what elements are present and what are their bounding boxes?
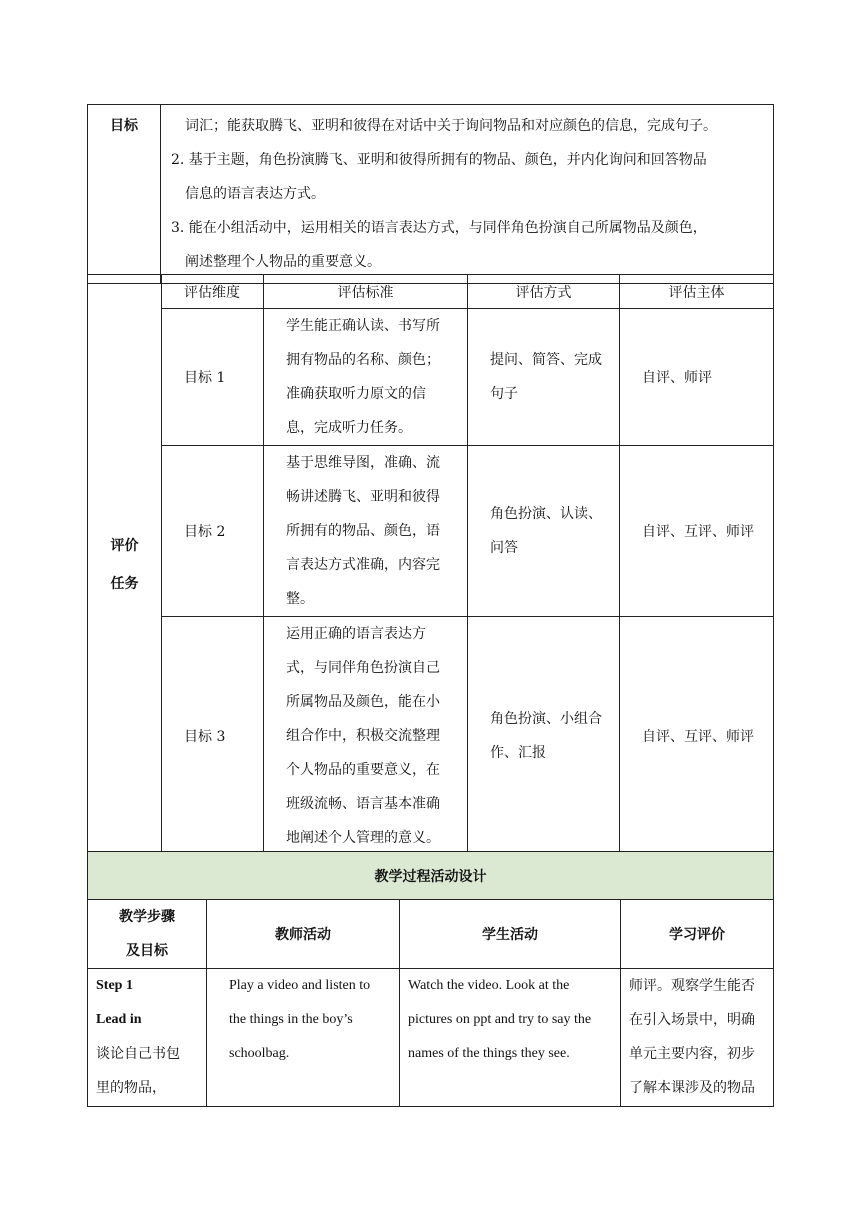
evaluation-label-line: 评价: [110, 538, 139, 554]
row-subject: 自评、互评、师评: [620, 446, 774, 617]
teacher-line: schoolbag.: [229, 1046, 290, 1061]
header-method: 评估方式: [468, 275, 620, 309]
step-cell: [88, 969, 207, 1107]
row-dimension: 目标 3: [162, 617, 264, 856]
standard-line: 组合作中，积极交流整理: [286, 728, 440, 744]
evaluation-row: [88, 617, 774, 856]
goal-table: [87, 104, 774, 284]
goal-line: 信息的语言表达方式。: [185, 186, 325, 202]
standard-line: 言表达方式准确，内容完: [286, 557, 440, 573]
header-dimension: 评估维度: [162, 275, 264, 309]
standard-line: 个人物品的重要意义，在: [286, 762, 440, 778]
assessment-line: 单元主要内容，初步: [629, 1046, 755, 1062]
method-line: 角色扮演、小组合: [490, 711, 602, 727]
standard-line: 息，完成听力任务。: [286, 420, 412, 436]
standard-line: 拥有物品的名称、颜色；: [286, 352, 440, 368]
standard-line: 所属物品及颜色，能在小: [286, 694, 440, 710]
goal-label: 目标: [88, 105, 161, 284]
student-line: names of the things they see.: [408, 1046, 570, 1061]
step-goal-line: 谈论自己书包: [96, 1046, 180, 1062]
header-student: 学生活动: [400, 900, 621, 969]
process-step-row: [88, 969, 774, 1107]
row-method: [468, 446, 620, 617]
standard-line: 整。: [286, 591, 314, 607]
row-standard: [264, 309, 468, 446]
header-step: [88, 900, 207, 969]
evaluation-table: [87, 274, 774, 856]
standard-line: 畅讲述腾飞、亚明和彼得: [286, 489, 440, 505]
row-method: [468, 309, 620, 446]
student-activity: [400, 969, 621, 1107]
goal-line: 2. 基于主题，角色扮演腾飞、亚明和彼得所拥有的物品、颜色，并内化询问和回答物品: [171, 152, 707, 168]
row-method: [468, 617, 620, 856]
process-table: [87, 851, 774, 1107]
evaluation-label: [88, 275, 162, 856]
standard-line: 运用正确的语言表达方: [286, 626, 426, 642]
row-dimension: 目标 2: [162, 446, 264, 617]
standard-line: 学生能正确认读、书写所: [286, 318, 440, 334]
method-line: 提问、简答、完成: [490, 352, 602, 368]
goal-line: 3. 能在小组活动中，运用相关的语言表达方式，与同伴角色扮演自己所属物品及颜色，: [171, 220, 707, 236]
assessment-line: 师评。观察学生能否: [629, 978, 755, 994]
process-title-row: [88, 852, 774, 900]
header-standard: 评估标准: [264, 275, 468, 309]
header-assessment: 学习评价: [621, 900, 774, 969]
standard-line: 所拥有的物品、颜色，语: [286, 523, 440, 539]
method-line: 角色扮演、认读、: [490, 506, 602, 522]
method-line: 作、汇报: [490, 745, 546, 761]
row-subject: 自评、师评: [620, 309, 774, 446]
goal-content: [161, 105, 774, 284]
method-line: 问答: [490, 540, 518, 556]
assessment-cell: [621, 969, 774, 1107]
process-header-row: [88, 900, 774, 969]
teacher-line: Play a video and listen to: [229, 978, 371, 993]
header-step-line: 教学步骤: [119, 909, 175, 925]
evaluation-header-row: [88, 275, 774, 309]
assessment-line: 在引入场景中，明确: [629, 1012, 755, 1028]
row-subject: 自评、互评、师评: [620, 617, 774, 856]
teacher-line: the things in the boy’s: [229, 1012, 353, 1027]
step-name: Lead in: [96, 1012, 142, 1027]
evaluation-row: [88, 446, 774, 617]
step-title: Step 1: [96, 978, 133, 993]
goal-line: 词汇；能获取腾飞、亚明和彼得在对话中关于询问物品和对应颜色的信息，完成句子。: [185, 118, 717, 134]
row-dimension: 目标 1: [162, 309, 264, 446]
standard-line: 地阐述个人管理的意义。: [286, 830, 440, 846]
student-line: Watch the video. Look at the: [408, 978, 570, 993]
student-line: pictures on ppt and try to say the: [408, 1012, 592, 1027]
header-subject: 评估主体: [620, 275, 774, 309]
standard-line: 班级流畅、语言基本准确: [286, 796, 440, 812]
step-goal-line: 里的物品，: [96, 1080, 166, 1096]
evaluation-label-line: 任务: [110, 576, 139, 592]
assessment-line: 了解本课涉及的物品: [629, 1080, 755, 1096]
row-standard: [264, 617, 468, 856]
process-title: 教学过程活动设计: [88, 852, 774, 900]
header-teacher: 教师活动: [207, 900, 400, 969]
standard-line: 基于思维导图，准确、流: [286, 455, 440, 471]
standard-line: 准确获取听力原文的信: [286, 386, 426, 402]
teacher-activity: [207, 969, 400, 1107]
evaluation-row: [88, 309, 774, 446]
method-line: 句子: [490, 386, 518, 402]
goal-line: 阐述整理个人物品的重要意义。: [185, 254, 381, 270]
goal-row: [88, 105, 774, 284]
standard-line: 式，与同伴角色扮演自己: [286, 660, 440, 676]
row-standard: [264, 446, 468, 617]
header-step-line: 及目标: [126, 943, 168, 959]
